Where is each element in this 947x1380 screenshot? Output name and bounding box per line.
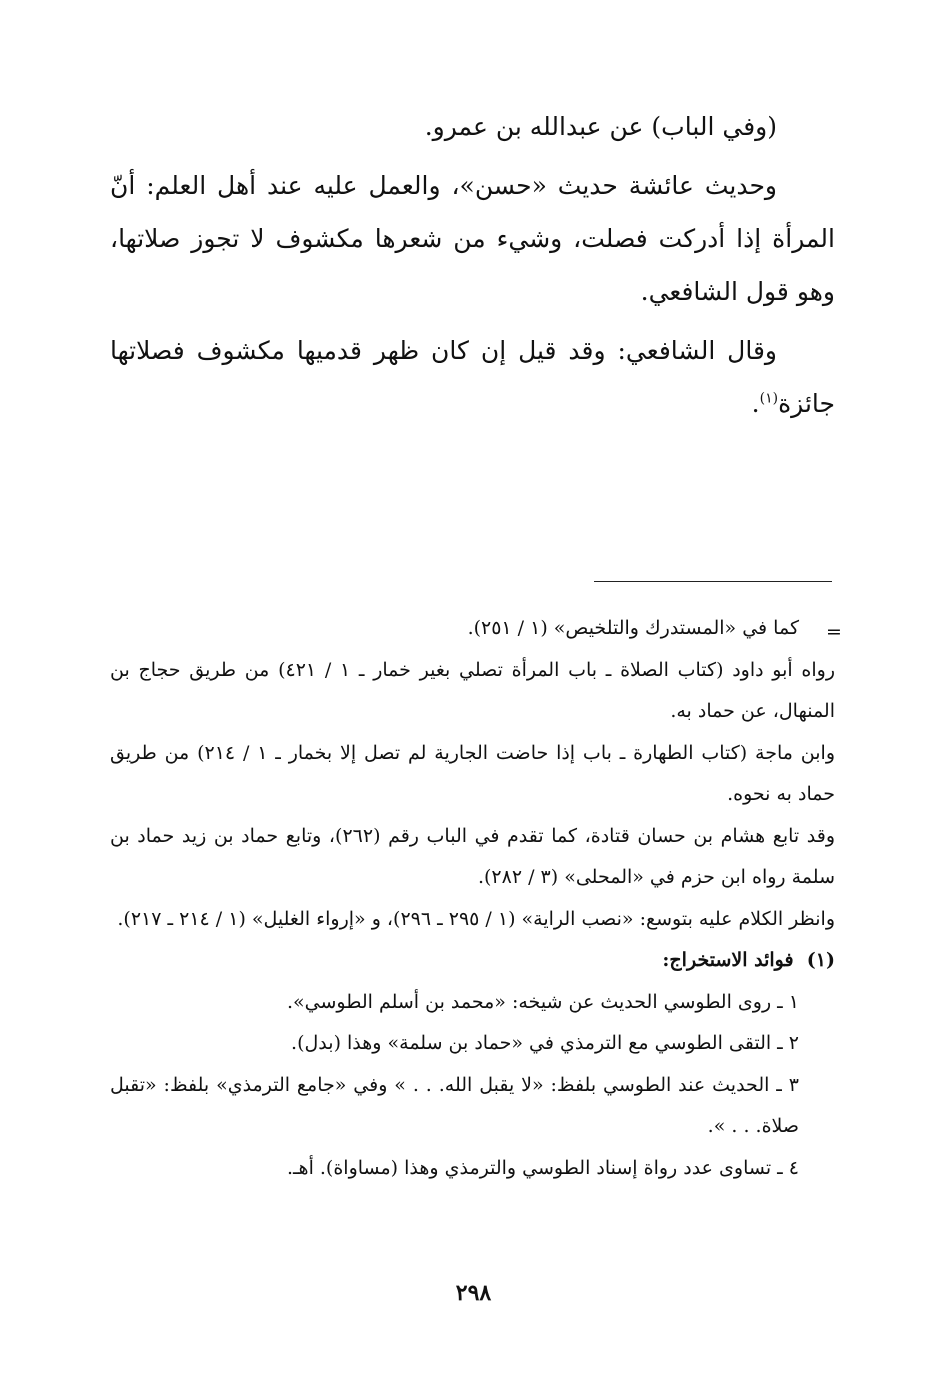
footnotes — [110, 608, 835, 1189]
footnote-item-4: ٤ ـ تساوى عدد رواة إسناد الطوسي والترمذي وهذا (مساواة). أهـ. — [286, 1156, 799, 1179]
footnote-number: (١) — [806, 949, 835, 971]
continuation-mark: = — [826, 621, 842, 643]
footnote-separator — [594, 581, 832, 582]
footnote-item-1: ١ ـ روى الطوسي الحديث عن شيخه: «محمد بن أسلم الطوسي». — [287, 990, 799, 1013]
footnote-item-3: ٣ ـ الحديث عند الطوسي بلفظ: «لا يقبل الله. . . » وفي «جامع الترمذي» بلفظ: «تقبل صلاة. . . ». — [110, 1073, 799, 1137]
footnote-item-2: ٢ ـ التقى الطوسي مع الترمذي في «حماد بن سلمة» وهذا (بدل). — [291, 1032, 799, 1054]
footnote-heading — [110, 940, 835, 982]
footnote-line-2: رواه أبو داود (كتاب الصلاة ـ باب المرأة تصلي بغير خمار ـ ١ / ٤٢١) من طريق حجاج بن المنهال، عن حماد به. — [110, 658, 835, 722]
paragraph-3-text: وقال الشافعي: وقد قيل إن كان ظهر قدميها مكشوف فصلاتها جائزة — [110, 336, 835, 418]
footnote-line-5: وانظر الكلام عليه بتوسع: «نصب الراية» (١ / ٢٩٥ ـ ٢٩٦)، و «إرواء الغليل» (١ / ٢١٤ ـ ٢١٧). — [117, 907, 835, 930]
footnote-line-3: وابن ماجة (كتاب الطهارة ـ باب إذا حاضت الجارية لم تصل إلا بخمار ـ ١ / ٢١٤) من طريق حماد به نحوه. — [110, 741, 835, 805]
paragraph-3-end: . — [751, 389, 760, 418]
footnote-reference: (١) — [759, 390, 779, 407]
page-number: ٢٩٨ — [455, 1280, 492, 1306]
footnote-line-1: كما في «المستدرك والتلخيص» (١ / ٢٥١). — [467, 617, 799, 639]
paragraph-3 — [110, 324, 835, 430]
footnote-line-4: وقد تابع هشام بن حسان قتادة، كما تقدم في الباب رقم (٢٦٢)، وتابع حماد بن زيد حماد بن سلمة رواه ابن حزم في «المحلى» (٣ / ٢٨٢). — [110, 824, 835, 888]
paragraph-2: وحديث عائشة حديث «حسن»، والعمل عليه عند أهل العلم: أنّ المرأة إذا أدركت فصلت، وشيء من شعرها مكشوف لا تجوز صلاتها، وهو قول الشافعي. — [110, 171, 835, 306]
main-text — [110, 100, 835, 436]
paragraph-1: (وفي الباب) عن عبدالله بن عمرو. — [424, 112, 777, 141]
footnote-heading-text: فوائد الاستخراج: — [662, 949, 794, 971]
